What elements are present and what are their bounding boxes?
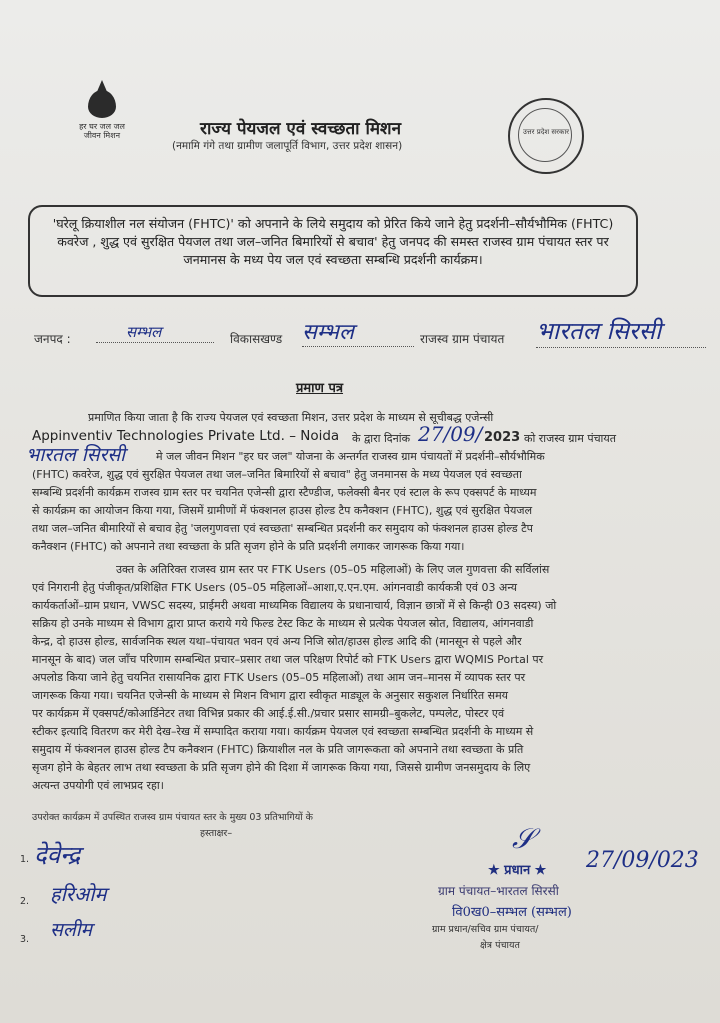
district-value: सम्भल	[96, 322, 214, 343]
agency-year: 2023	[484, 430, 521, 445]
district-label: जनपद :	[34, 332, 71, 346]
body-line-15: जागरूक किया गया। चयनित एजेन्सी के माध्यम से मिशन विभाग द्वारा स्वीकृत माड्यूल के अनुसार सकुशल निर्धारित समय	[32, 689, 509, 702]
program-title-text: 'घरेलू क्रियाशील नल संयोजन (FHTC)' को अपनाने के लिये समुदाय को प्रेरित किये जाने हेतु प्रदर्शनी–सौर्यभौमिक (FHTC) कवरेज , शुद्ध एवं सुरक्षित पेयजल तथा जल–जनित बिमारियों से बचाव' हेतु जनपद की समस्त राजस्व ग्राम पंचायत स्तर पर जनमानस के मध्य पेय जल एवं स्वच्छता सम्बन्धि प्रदर्शनी कार्यक्रम।	[52, 216, 614, 267]
up-government-seal	[508, 98, 584, 174]
body-line-2: मे जल जीवन मिशन "हर घर जल" योजना के अन्तर्गत राजस्व ग्राम पंचायतों में प्रदर्शनी–सौर्यभौमिक	[156, 450, 545, 463]
body-line-19: सृजग होने के बेहतर लाभ तथा स्वच्छता के प्रति सृजग होने की दिशा में जागरूक किया गया, जिससे ग्रामीण जनसमुदाय के लिए	[32, 761, 531, 774]
body-line-3: (FHTC) कवरेज, शुद्ध एवं सुरक्षित पेयजल तथा जल–जनित बिमारियों से बचाव" हेतु जनमानस के मध्य पेयजल एवं स्वच्छता	[32, 468, 522, 481]
agency-date: 27/09/	[418, 422, 483, 446]
signature-3: सलीम	[50, 919, 93, 941]
certificate-heading: प्रमाण पत्र	[296, 381, 344, 396]
signature-1: देवेन्द्र	[34, 841, 81, 869]
participants-note-2: हस्ताक्षर–	[200, 828, 233, 839]
body-line-16: पर कार्यक्रम में एक्सपर्ट/कोआर्डिनेटर तथा विभिन्न प्रकार की आई.ई.सी./प्रचार प्रसार सामग्री–बुकलेट, पम्पलेट, पोस्टर एवं	[32, 707, 505, 720]
block-value: सम्भल	[302, 316, 414, 347]
water-drop-icon	[88, 90, 116, 118]
body-line-1: प्रमाणित किया जाता है कि राज्य पेयजल एवं स्वच्छता मिशन, उत्तर प्रदेश के माध्यम से सूचीबद्ध एजेन्सी	[88, 411, 494, 424]
program-title-box	[28, 205, 638, 297]
agency-by-label: के द्वारा दिनांक	[352, 432, 411, 445]
signatory-number-1: 1.	[20, 854, 30, 865]
mission-title: राज्य पेयजल एवं स्वच्छता मिशन	[200, 119, 402, 139]
agency-after-date: को राजस्व ग्राम पंचायत	[524, 432, 617, 445]
body-line-6: तथा जल–जनित बीमारियों से बचाव हेतु 'जलगुणवत्ता एवं स्वच्छता' सम्बन्धित प्रदर्शनी कर समुदाय को फंक्शनल हाउस होल्ड टैप	[32, 522, 533, 535]
body-line-9: एवं निगरानी हेतु पंजीकृत/प्रशिक्षित FTK Users (05–05 महिलाओं–आशा,ए.एन.एम. आंगनवाडी कार्यकत्री एवं 03 अन्य	[32, 581, 517, 594]
stamp-block: वि0ख0–सम्भल (सम्भल)	[452, 905, 572, 920]
pradhan-signature: 𝒮	[512, 822, 534, 855]
har-ghar-jal-logo	[72, 90, 132, 140]
seal-text: उत्तर प्रदेश सरकार	[522, 128, 570, 136]
body-line-7: कनैक्शन (FHTC) को अपनाने तथा स्वच्छता के प्रति सृजग होने के प्रति प्रदर्शनी लगाकर जागरूक किया गया।	[32, 540, 465, 553]
stamp-gram-panchayat: ग्राम पंचायत–भारतल सिरसी	[438, 884, 559, 898]
body-line-13: मानसून के बाद) जल जाँच परिणाम सम्बन्धित प्रचार–प्रसार तथा जल परिक्षण रिपोर्ट को FTK Users द्वारा WQMIS Portal पर	[32, 653, 544, 666]
body-line-14: अपलोड किया जाने हेतु चयनित रासायनिक द्वारा FTK Users (05–05 महिलाओं) तथा आम जन–मानस में व्यापक स्तर पर	[32, 671, 526, 684]
block-label: विकासखण्ड	[230, 332, 283, 346]
body-line-10: कार्यकर्ताओं–ग्राम प्रधान, VWSC सदस्य, प्राईमरी अथवा माध्यमिक विद्यालय के प्रधानाचार्य, विज्ञान छात्रों में से किन्ही 03 सदस्य) जो	[32, 599, 557, 612]
body-line-17: स्टीकर इत्यादि वितरण कर मेरी देख–रेख में सम्पादित कराया गया। कार्यक्रम पेयजल एवं स्वच्छता सम्बन्धित प्रदर्शनी के माध्यम से	[32, 725, 534, 738]
body-line-4: सम्बन्धि प्रदर्शनी कार्यक्रम राजस्व ग्राम स्तर पर चयनित एजेन्सी द्वारा स्टैण्डीज, फलेक्सी बैनर एवं स्टाल के रूप एक्सपर्ट के माध्यम	[32, 486, 537, 499]
agency-name: Appinventiv Technologies Private Ltd. – Noida	[32, 428, 340, 444]
body-line-8: उक्त के अतिरिक्त राजस्व ग्राम स्तर पर FTK Users (05–05 महिलाओं) के लिए जल गुणवत्ता की सर्विलांस	[116, 563, 550, 576]
pradhan-date: 27/09/023	[586, 848, 699, 873]
signatory-number-3: 3.	[20, 934, 30, 945]
agency-gram-panchayat: भारतल सिरसी	[26, 444, 126, 466]
signatory-number-2: 2.	[20, 896, 30, 907]
footer-caption-2: क्षेत्र पंचायत	[480, 940, 520, 951]
logo-caption: हर घर जल जल जीवन मिशन	[79, 122, 125, 140]
body-line-11: सक्रिय हो उनके माध्यम से विभाग द्वारा प्राप्त कराये गये फिल्ड टेस्ट किट के माध्यम से प्रत्येक पेयजल स्रोत, विद्यालय, आंगनवाडी	[32, 617, 534, 630]
body-line-12: केन्द्र, दो हाउस होल्ड, सार्वजनिक स्थल यथा–पंचायत भवन एवं अन्य निजि स्रोत/हाउस होल्ड आदि की (मानसून से पहले और	[32, 635, 522, 648]
pradhan-stamp-title: ★ प्रधान ★	[488, 863, 547, 878]
signature-2: हरिओम	[50, 882, 107, 906]
body-line-5: से कार्यक्रम का आयोजन किया गया, जिसमें ग्रामीणों में फंक्शनल हाउस होल्ड टैप कनैक्शन (FHTC), शुद्ध एवं सुरक्षित पेयजल	[32, 504, 533, 517]
mission-subtitle: (नमामि गंगे तथा ग्रामीण जलापूर्ति विभाग, उत्तर प्रदेश शासन)	[172, 140, 403, 152]
gram-panchayat-label: राजस्व ग्राम पंचायत	[420, 332, 505, 346]
body-line-18: समुदाय में फंक्शनल हाउस होल्ड टैप कनैक्शन (FHTC) क्रियाशील नल के प्रति जागरूकता को अपनाने तथा स्वच्छता के प्रति	[32, 743, 524, 756]
gram-panchayat-value: भारतल सिरसी	[536, 314, 706, 348]
footer-caption-1: ग्राम प्रधान/सचिव ग्राम पंचायत/	[432, 924, 539, 935]
body-line-20: अत्यन्त उपयोगी एवं लाभप्रद रहा।	[32, 779, 164, 792]
participants-note: उपरोक्त कार्यक्रम में उपस्थित राजस्व ग्राम पंचायत स्तर के मुख्य 03 प्रतिभागियों के	[32, 812, 313, 823]
